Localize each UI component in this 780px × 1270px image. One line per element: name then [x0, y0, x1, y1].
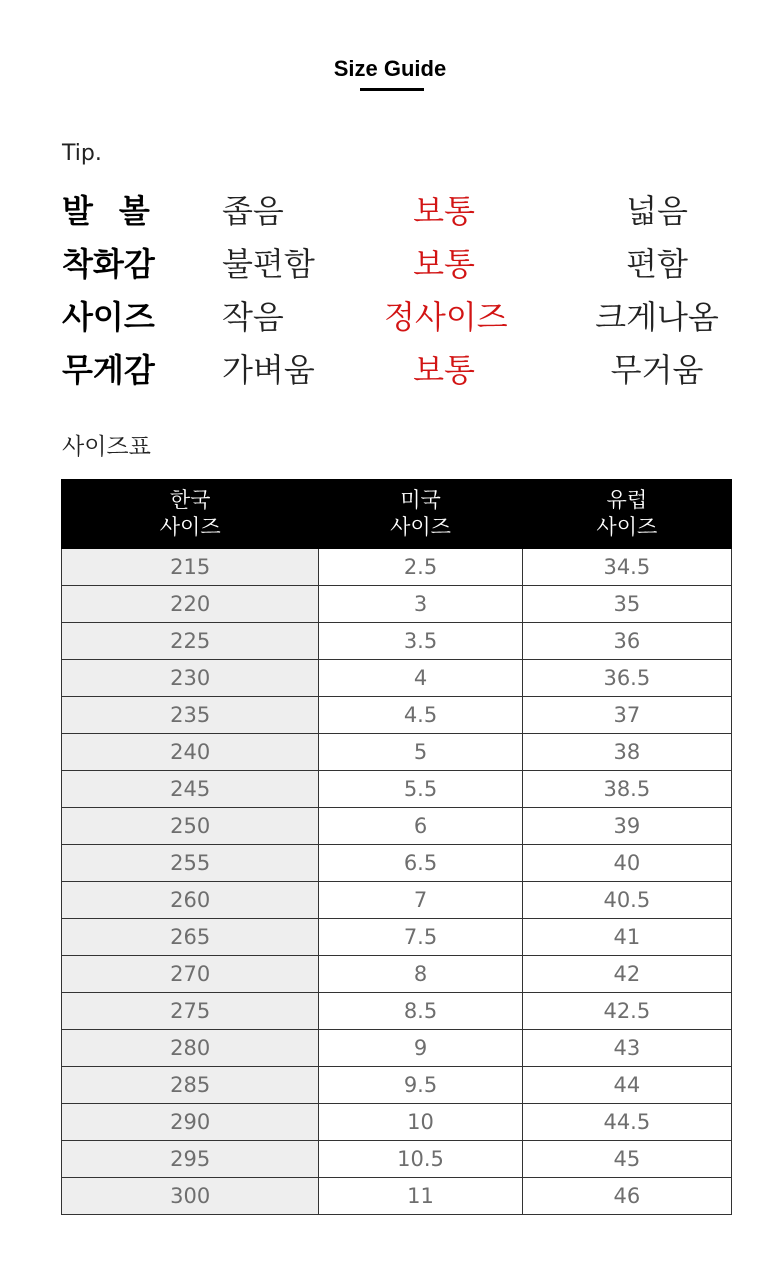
- korean-size-cell: 255: [62, 845, 319, 882]
- table-row: [62, 956, 732, 993]
- eu-size-cell: 45: [522, 1141, 731, 1178]
- header-us-size: 미국 사이즈: [319, 480, 522, 549]
- us-size-cell: 11: [319, 1178, 522, 1215]
- table-row: [62, 771, 732, 808]
- us-size-cell: 6: [319, 808, 522, 845]
- eu-size-cell: 38.5: [522, 771, 731, 808]
- size-table-body: [62, 549, 732, 1215]
- title-underline: [360, 88, 424, 91]
- tip-row-comfort: [62, 241, 742, 294]
- korean-size-cell: 270: [62, 956, 319, 993]
- tip-selected-value: 보통: [413, 245, 475, 283]
- table-row: [62, 1067, 732, 1104]
- us-size-cell: 2.5: [319, 549, 522, 586]
- korean-size-cell: 265: [62, 919, 319, 956]
- korean-size-cell: 275: [62, 993, 319, 1030]
- eu-size-cell: 36: [522, 623, 731, 660]
- tip-low-value: 작음: [222, 298, 284, 336]
- size-table-heading: 사이즈표: [62, 434, 151, 460]
- eu-size-cell: 42.5: [522, 993, 731, 1030]
- eu-size-cell: 37: [522, 697, 731, 734]
- tip-low-value: 불편함: [222, 245, 315, 283]
- size-table: [61, 479, 732, 1215]
- us-size-cell: 7.5: [319, 919, 522, 956]
- korean-size-cell: 285: [62, 1067, 319, 1104]
- us-size-cell: 8.5: [319, 993, 522, 1030]
- eu-size-cell: 36.5: [522, 660, 731, 697]
- eu-size-cell: 44.5: [522, 1104, 731, 1141]
- tip-high-value: 편함: [626, 245, 688, 283]
- tip-low-value: 좁음: [222, 192, 284, 230]
- table-row: [62, 586, 732, 623]
- eu-size-cell: 44: [522, 1067, 731, 1104]
- us-size-cell: 6.5: [319, 845, 522, 882]
- table-row: [62, 845, 732, 882]
- eu-size-cell: 38: [522, 734, 731, 771]
- tip-high-value: 크게나옴: [595, 298, 719, 336]
- eu-size-cell: 46: [522, 1178, 731, 1215]
- table-row: [62, 697, 732, 734]
- tip-label: 무게감: [62, 351, 155, 389]
- table-row: [62, 1104, 732, 1141]
- us-size-cell: 3: [319, 586, 522, 623]
- table-row: [62, 1178, 732, 1215]
- tip-row-width: [62, 188, 742, 241]
- tip-row-size: [62, 294, 742, 347]
- korean-size-cell: 260: [62, 882, 319, 919]
- korean-size-cell: 280: [62, 1030, 319, 1067]
- eu-size-cell: 42: [522, 956, 731, 993]
- korean-size-cell: 250: [62, 808, 319, 845]
- eu-size-cell: 40.5: [522, 882, 731, 919]
- tip-high-value: 무거움: [610, 351, 704, 389]
- table-row: [62, 660, 732, 697]
- eu-size-cell: 39: [522, 808, 731, 845]
- tip-low-value: 가벼움: [222, 351, 315, 389]
- us-size-cell: 10.5: [319, 1141, 522, 1178]
- korean-size-cell: 240: [62, 734, 319, 771]
- table-row: [62, 1030, 732, 1067]
- korean-size-cell: 215: [62, 549, 319, 586]
- tip-high-value: 넓음: [626, 192, 688, 230]
- korean-size-cell: 295: [62, 1141, 319, 1178]
- tip-label: 착화감: [62, 245, 155, 283]
- tip-selected-value: 보통: [413, 351, 475, 389]
- us-size-cell: 4.5: [319, 697, 522, 734]
- us-size-cell: 5: [319, 734, 522, 771]
- fit-tips: [62, 188, 742, 400]
- korean-size-cell: 230: [62, 660, 319, 697]
- korean-size-cell: 225: [62, 623, 319, 660]
- table-row: [62, 808, 732, 845]
- korean-size-cell: 235: [62, 697, 319, 734]
- korean-size-cell: 290: [62, 1104, 319, 1141]
- us-size-cell: 3.5: [319, 623, 522, 660]
- us-size-cell: 4: [319, 660, 522, 697]
- tip-heading: Tip.: [62, 141, 102, 166]
- eu-size-cell: 40: [522, 845, 731, 882]
- us-size-cell: 8: [319, 956, 522, 993]
- tip-label: 사이즈: [62, 298, 155, 336]
- us-size-cell: 10: [319, 1104, 522, 1141]
- table-row: [62, 549, 732, 586]
- korean-size-cell: 220: [62, 586, 319, 623]
- us-size-cell: 7: [319, 882, 522, 919]
- tip-row-weight: [62, 347, 742, 400]
- us-size-cell: 5.5: [319, 771, 522, 808]
- table-row: [62, 882, 732, 919]
- table-row: [62, 1141, 732, 1178]
- eu-size-cell: 43: [522, 1030, 731, 1067]
- tip-selected-value: 보통: [413, 192, 475, 230]
- table-header-row: [62, 480, 732, 549]
- eu-size-cell: 41: [522, 919, 731, 956]
- tip-label: 발볼: [62, 192, 176, 230]
- us-size-cell: 9.5: [319, 1067, 522, 1104]
- eu-size-cell: 35: [522, 586, 731, 623]
- korean-size-cell: 300: [62, 1178, 319, 1215]
- us-size-cell: 9: [319, 1030, 522, 1067]
- table-row: [62, 734, 732, 771]
- header-korean-size: 한국 사이즈: [62, 480, 319, 549]
- table-row: [62, 919, 732, 956]
- page-title: Size Guide: [333, 56, 447, 81]
- eu-size-cell: 34.5: [522, 549, 731, 586]
- tip-selected-value: 정사이즈: [384, 298, 508, 336]
- table-row: [62, 993, 732, 1030]
- header-eu-size: 유럽 사이즈: [522, 480, 731, 549]
- korean-size-cell: 245: [62, 771, 319, 808]
- table-row: [62, 623, 732, 660]
